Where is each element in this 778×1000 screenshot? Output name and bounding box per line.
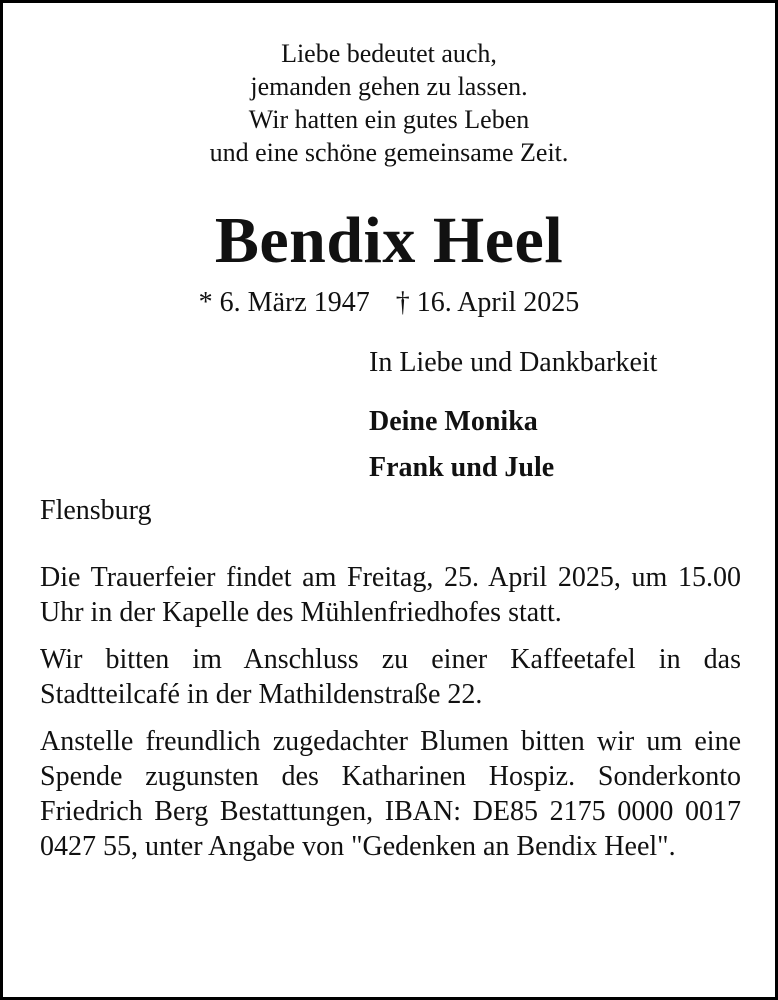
mourner-name: Deine Monika (369, 406, 538, 437)
poem (3, 37, 775, 169)
funeral-info (40, 560, 741, 876)
mourners-intro: In Liebe und Dankbarkeit (369, 347, 658, 378)
birth-date: * 6. März 1947 (198, 287, 370, 318)
place: Flensburg (40, 495, 152, 526)
mourner-name: Frank und Jule (369, 452, 555, 483)
poem-line: Wir hatten ein gutes Leben (248, 105, 530, 134)
poem-line: und eine schöne gemeinsame Zeit. (209, 138, 569, 167)
poem-line: jemanden gehen zu lassen. (250, 72, 528, 101)
donation-paragraph: Anstelle freundlich zugedachter Blumen bitten wir um eine Spende zugunsten des Katharinen Hospiz. Sonderkonto Friedrich Berg Bestattungen, IBAN: DE85 2175 0000 0017 0427 55, unter Angabe von "Gedenken an Bendix Heel". (40, 726, 741, 862)
reception-paragraph: Wir bitten im Anschluss zu einer Kaffeetafel in das Stadtteilcafé in der Mathildenstraße 22. (40, 644, 741, 710)
life-dates (3, 285, 775, 321)
death-date: † 16. April 2025 (395, 287, 580, 318)
service-paragraph: Die Trauerfeier findet am Freitag, 25. April 2025, um 15.00 Uhr in der Kapelle des Mühlenfriedhofes statt. (40, 562, 741, 628)
mourners-names (369, 399, 554, 491)
deceased-name: Bendix Heel (214, 204, 564, 277)
poem-line: Liebe bedeutet auch, (281, 39, 497, 68)
